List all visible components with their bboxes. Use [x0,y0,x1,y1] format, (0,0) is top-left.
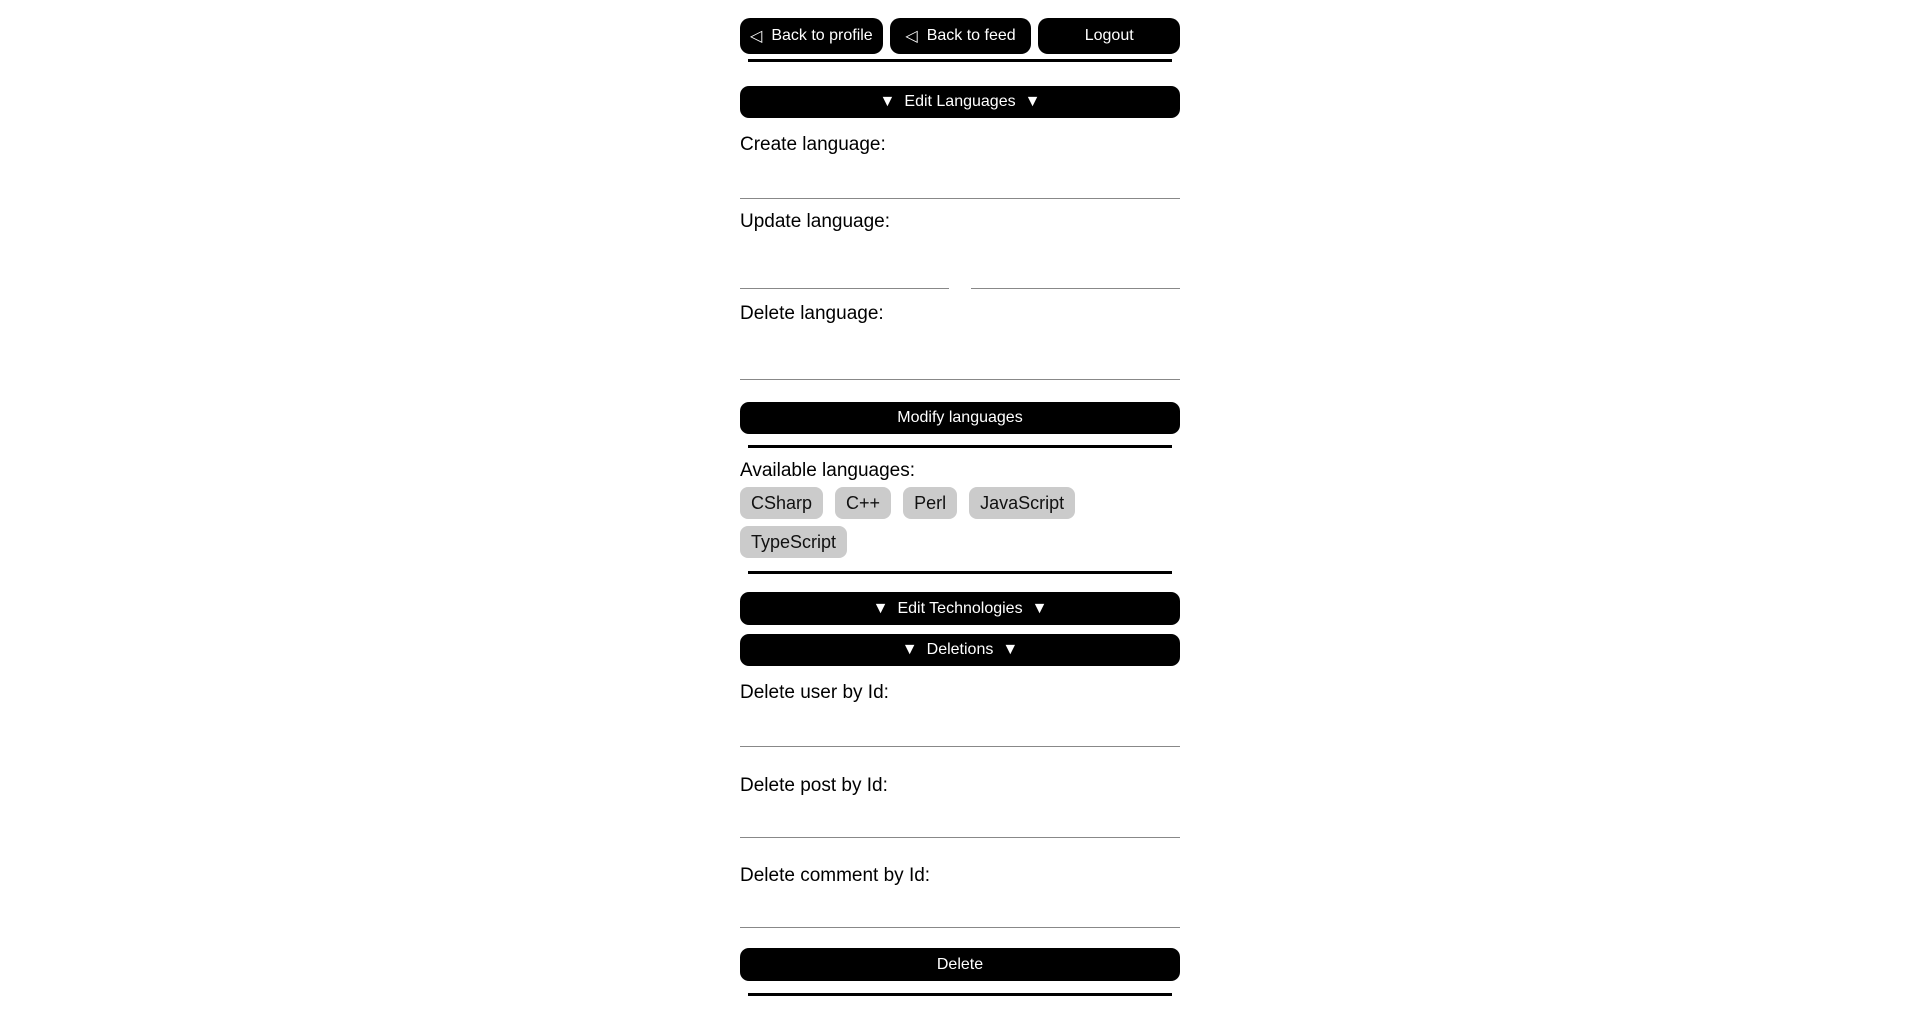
deletions-toggle-label: Deletions [926,641,994,658]
delete-user-input[interactable] [740,706,1180,747]
divider [748,445,1172,448]
update-language-new-input[interactable] [971,248,1180,289]
create-language-input[interactable] [740,158,1180,199]
back-to-feed-button[interactable] [890,18,1032,54]
language-chip: C++ [835,487,891,519]
back-arrow-icon: ◁ [750,28,763,45]
delete-comment-input[interactable] [740,887,1180,928]
divider [748,571,1172,574]
delete-button-label: Delete [936,955,984,973]
update-language-old-input[interactable] [740,248,949,289]
language-chip: TypeScript [740,526,847,558]
delete-user-label: Delete user by Id: [740,682,889,703]
delete-language-label: Delete language: [740,303,884,324]
chevron-down-icon: ▼ [1002,641,1019,658]
back-arrow-icon: ◁ [905,28,918,45]
back-to-feed-label: Back to feed [926,27,1016,44]
back-to-profile-button[interactable] [740,18,883,54]
create-language-label: Create language: [740,134,886,155]
chevron-down-icon: ▼ [901,641,918,658]
logout-button[interactable] [1038,18,1180,54]
language-chip: CSharp [740,487,823,519]
edit-languages-toggle[interactable] [740,86,1180,118]
edit-technologies-toggle-label: Edit Technologies [897,599,1023,617]
edit-languages-toggle-label: Edit Languages [904,93,1016,110]
top-nav-row [740,18,1180,54]
delete-button[interactable] [740,948,1180,981]
modify-languages-label: Modify languages [897,409,1023,426]
delete-language-input[interactable] [740,339,1180,380]
deletions-toggle[interactable] [740,634,1180,666]
available-languages-label: Available languages: [740,460,916,481]
language-chip: Perl [903,487,957,519]
chevron-down-icon: ▼ [1031,599,1048,617]
divider [748,59,1172,62]
chevron-down-icon: ▼ [879,93,896,110]
delete-comment-label: Delete comment by Id: [740,865,931,886]
divider [748,993,1172,996]
edit-technologies-toggle[interactable] [740,592,1180,625]
logout-label: Logout [1084,27,1134,44]
chevron-down-icon: ▼ [1024,93,1041,110]
modify-languages-button[interactable] [740,402,1180,434]
update-language-inputs [740,248,1180,289]
language-chip-list [740,487,1180,558]
language-chip: JavaScript [969,487,1075,519]
delete-post-input[interactable] [740,797,1180,838]
chevron-down-icon: ▼ [872,599,889,617]
admin-panel [740,0,1180,996]
back-to-profile-label: Back to profile [771,27,873,44]
update-language-label: Update language: [740,211,891,232]
delete-post-label: Delete post by Id: [740,775,888,796]
